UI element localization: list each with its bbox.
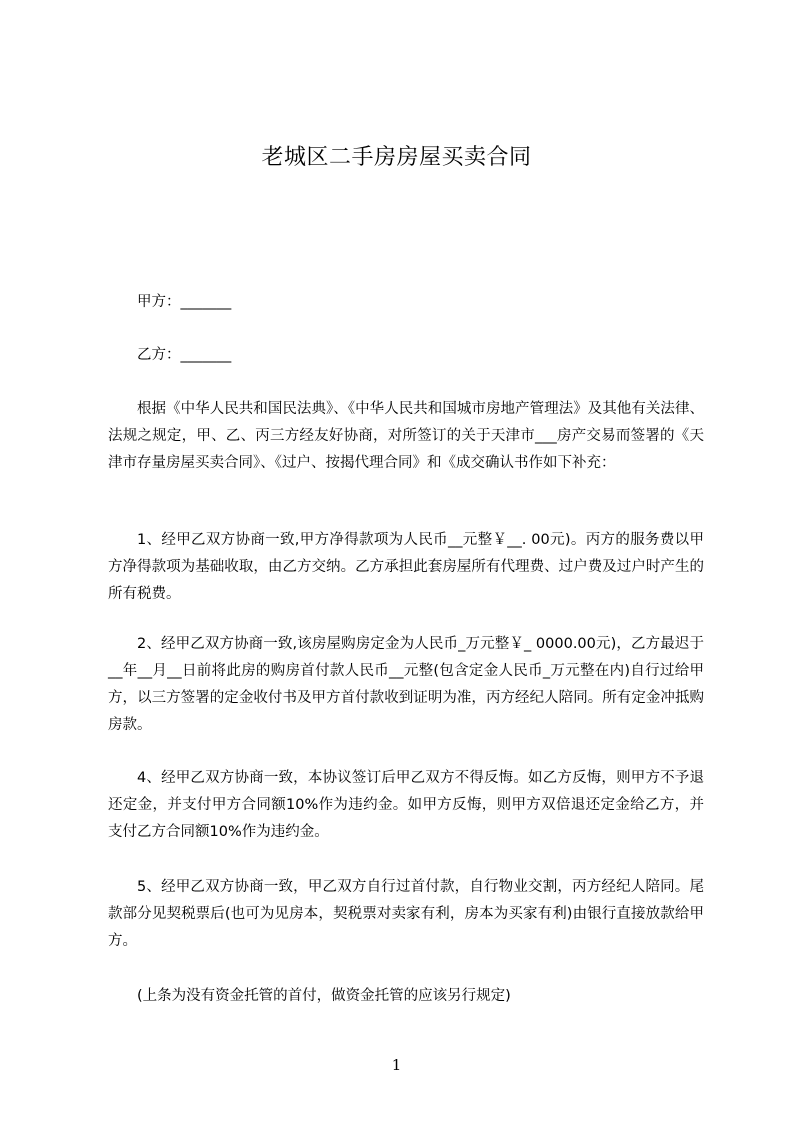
note-paragraph: (上条为没有资金托管的首付，做资金托管的应该另行规定) — [137, 988, 511, 1004]
party-b-line: 乙方：_______ — [137, 347, 232, 363]
party-a-line: 甲方：_______ — [137, 294, 232, 310]
clause-4-paragraph: 4、经甲乙双方协商一致，本协议签订后甲乙双方不得反悔。如乙方反悔，则甲方不予退还定金，并支付甲方合同额10%作为违约金。如甲方反悔，则甲方双倍退还定金给乙方，并支付乙方合同额10%作为违约金。 — [108, 770, 704, 840]
clause-5-paragraph: 5、经甲乙双方协商一致，甲乙双方自行过首付款，自行物业交割，丙方经纪人陪同。尾款部分见契税票后(也可为见房本，契税票对卖家有利，房本为买家有利)由银行直接放款给甲方。 — [108, 879, 704, 949]
preamble-paragraph: 根据《中华人民共和国民法典》、《中华人民共和国城市房地产管理法》及其他有关法律、法规之规定，甲、乙、丙三方经友好协商，对所签订的关于天津市___房产交易而签署的《天津市存量房屋买卖合同》、《过户、按揭代理合同》和《成交确认书作如下补充： — [108, 401, 704, 471]
clause-2-paragraph: 2、经甲乙双方协商一致,该房屋购房定金为人民币_万元整￥_ 0000.00元)，乙方最迟于__年__月__日前将此房的购房首付款人民币__元整(包含定金人民币_万元整在内)自行过给甲方，以三方签署的定金收付书及甲方首付款收到证明为准，丙方经纪人陪同。所有定金冲抵购房款。 — [108, 636, 704, 733]
page-number: 1 — [391, 1056, 402, 1074]
document-title: 老城区二手房房屋买卖合同 — [261, 145, 532, 170]
clause-1-paragraph: 1、经甲乙双方协商一致,甲方净得款项为人民币__元整￥__. 00元)。丙方的服务费以甲方净得款项为基础收取，由乙方交纳。乙方承担此套房屋所有代理费、过户费及过户时产生的所有税费。 — [108, 532, 704, 602]
